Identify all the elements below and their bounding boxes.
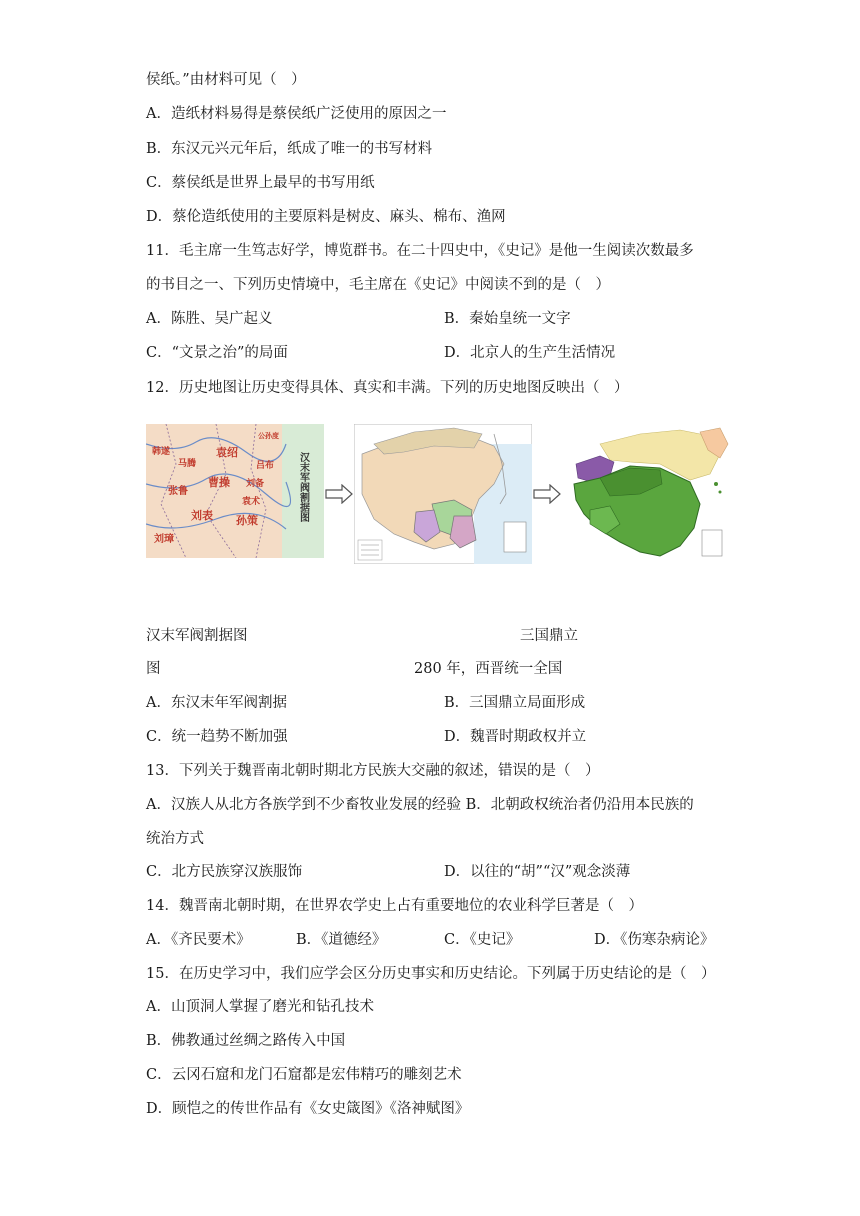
q15-option-d[interactable]: D．顾恺之的传世作品有《女史箴图》《洛神赋图》	[146, 1101, 470, 1117]
q14-option-b[interactable]: B．《道德经》	[296, 932, 387, 948]
q12-option-c[interactable]: C．统一趋势不断加强	[146, 729, 288, 745]
map1-label-gongsundu: 公孙度	[258, 432, 279, 440]
q12-option-a[interactable]: A．东汉末年军阀割据	[146, 695, 287, 711]
q10-option-a[interactable]: A．造纸材料易得是蔡侯纸广泛使用的原因之一	[146, 106, 447, 122]
q12-stem: 12．历史地图让历史变得具体、真实和丰满。下列的历史地图反映出（ ）	[146, 380, 629, 396]
q13-stem: 13．下列关于魏晋南北朝时期北方民族大交融的叙述，错误的是（ ）	[146, 763, 600, 779]
q10-option-d[interactable]: D．蔡伦造纸使用的主要原料是树皮、麻头、棉布、渔网	[146, 209, 506, 225]
q15-option-c[interactable]: C．云冈石窟和龙门石窟都是宏伟精巧的雕刻艺术	[146, 1067, 462, 1083]
q14-option-c[interactable]: C．《史记》	[444, 932, 521, 948]
q10-option-b[interactable]: B．东汉元兴元年后，纸成了唯一的书写材料	[146, 141, 433, 157]
q13-option-c[interactable]: C．北方民族穿汉族服饰	[146, 864, 303, 880]
map1-label-liubei: 刘备	[246, 479, 265, 489]
map1-label-zhanglu: 张鲁	[168, 486, 188, 497]
map-caption-1: 汉末军阀割据图	[146, 628, 248, 644]
q11-option-b[interactable]: B．秦始皇统一文字	[444, 311, 571, 327]
q12-option-b[interactable]: B．三国鼎立局面形成	[444, 695, 586, 711]
western-jin-map	[570, 424, 730, 564]
map1-vertical-title: 汉末军阀割据图	[297, 452, 309, 522]
q11-option-c[interactable]: C．“文景之治”的局面	[146, 345, 288, 361]
q11-stem-line1: 11．毛主席一生笃志好学，博览群书。在二十四史中，《史记》是他一生阅读次数最多	[146, 243, 694, 259]
q11-option-d[interactable]: D．北京人的生产生活情况	[444, 345, 616, 361]
q14-stem: 14．魏晋南北朝时期，在世界农学史上占有重要地位的农业科学巨著是（ ）	[146, 898, 643, 914]
map1-label-caocao: 曹操	[208, 476, 230, 489]
map1-label-sunce: 孙策	[236, 514, 258, 527]
q13-option-ab[interactable]: A．汉族人从北方各族学到不少畜牧业发展的经验 B．北朝政权统治者仍沿用本民族的	[146, 797, 694, 813]
map-caption-1-cont: 图	[146, 661, 161, 677]
map1-label-mateng: 马腾	[178, 459, 197, 469]
three-kingdoms-map	[354, 424, 532, 564]
arrow-right-icon	[324, 484, 354, 504]
q14-option-d[interactable]: D．《伤寒杂病论》	[594, 932, 715, 948]
q10-option-c[interactable]: C．蔡侯纸是世界上最早的书写用纸	[146, 175, 375, 191]
map1-label-liuzhang: 刘璋	[154, 534, 174, 545]
q10-stem-tail: 侯纸。”由材料可见（ ）	[146, 72, 306, 88]
map1-label-yuanshu: 袁术	[242, 497, 261, 507]
arrow-right-icon	[532, 484, 562, 504]
q13-option-d[interactable]: D．以往的“胡”“汉”观念淡薄	[444, 864, 631, 880]
q12-option-d[interactable]: D．魏晋时期政权并立	[444, 729, 587, 745]
map1-label-yuanshao: 袁绍	[216, 446, 238, 459]
map1-label-liubiao: 刘表	[191, 509, 213, 522]
q13-option-b-cont[interactable]: 统治方式	[146, 831, 204, 847]
historical-maps	[146, 424, 730, 564]
q11-option-a[interactable]: A．陈胜、吴广起义	[146, 311, 273, 327]
map-caption-3: 280 年，西晋统一全国	[414, 661, 563, 677]
map1-label-hansui: 韩遂	[152, 447, 171, 457]
han-warlord-map	[146, 424, 324, 558]
map-caption-2: 三国鼎立	[520, 628, 578, 644]
q11-stem-line2: 的书目之一、下列历史情境中，毛主席在《史记》中阅读不到的是（ ）	[146, 277, 610, 293]
q14-option-a[interactable]: A．《齐民要术》	[146, 932, 251, 948]
q15-stem: 15．在历史学习中，我们应学会区分历史事实和历史结论。下列属于历史结论的是（ ）	[146, 966, 716, 982]
map1-label-lvbu: 吕布	[256, 461, 275, 471]
q15-option-b[interactable]: B．佛教通过丝绸之路传入中国	[146, 1033, 346, 1049]
q15-option-a[interactable]: A．山顶洞人掌握了磨光和钻孔技术	[146, 999, 374, 1015]
